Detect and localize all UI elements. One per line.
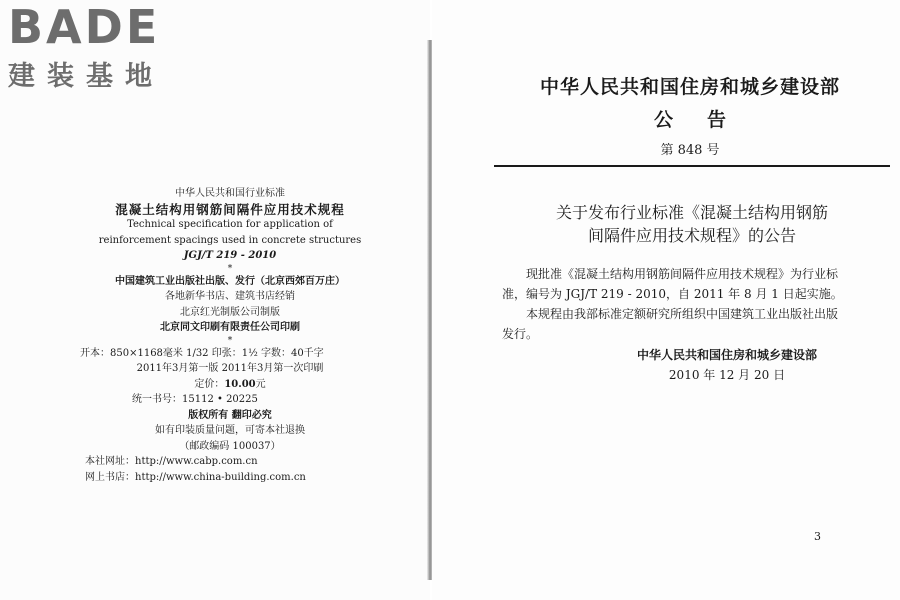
- colophon-title-en-2: reinforcement spacings used in concrete structures: [98, 234, 362, 246]
- announcement-title-line-1: 关于发布行业标准《混凝土结构用钢筋: [555, 203, 828, 222]
- colophon-title-en-1: Technical specification for application of: [127, 219, 333, 230]
- ministry-name: 中华人民共和国住房和城乡建设部: [539, 76, 840, 98]
- body-paragraph-1a: 现批准《混凝土结构用钢筋间隔件应用技术规程》为行业标: [526, 267, 839, 281]
- body-paragraph-1b: 准，编号为 JGJ/T 219 - 2010，自 2011 年 8 月 1 日起实施。: [502, 287, 843, 301]
- colophon-format: 开本：850×1168毫米 1/32 印张：1½ 字数：40千字: [80, 347, 324, 359]
- header-divider: [494, 165, 890, 167]
- colophon-publisher: 中国建筑工业出版社出版、发行（北京西郊百万庄）: [115, 275, 345, 287]
- colophon-price: [80, 377, 380, 393]
- colophon-printer: 北京同文印刷有限责任公司印刷: [160, 322, 300, 333]
- logo-wordmark: BADE: [8, 0, 161, 54]
- colophon-standard-number: JGJ/T 219 - 2010: [183, 250, 277, 261]
- colophon-edition: 2011年3月第一版 2011年3月第一次印刷: [136, 363, 324, 374]
- colophon-distributor: 各地新华书店、建筑书店经销: [165, 291, 295, 302]
- colophon-postcode: （邮政编码 100037）: [179, 440, 281, 452]
- announcement-title: [502, 201, 882, 247]
- right-page: [432, 0, 900, 600]
- announcement-header: [488, 72, 892, 132]
- body-paragraph-2a: 本规程由我部标准定额研究所组织中国建筑工业出版社出版: [526, 307, 839, 321]
- colophon-quality-note: 如有印装质量问题，可寄本社退换: [155, 425, 305, 436]
- colophon-plate-maker: 北京红光制版公司制版: [180, 306, 280, 318]
- price-label: 定价：: [194, 378, 225, 390]
- announcement-title-line-2: 间隔件应用技术规程》的公告: [587, 226, 796, 245]
- logo-subtitle: 建装基地: [8, 61, 164, 92]
- price-unit: 元: [255, 378, 266, 390]
- left-page: [0, 0, 430, 600]
- page-number: 3: [814, 530, 821, 543]
- signature-organization: 中华人民共和国住房和城乡建设部: [636, 348, 817, 362]
- signature-block: [622, 345, 832, 385]
- colophon-isbn: 统一书号：15112 • 20225: [132, 394, 258, 405]
- colophon-separator-2: *: [227, 335, 233, 346]
- announcement-heading: 公告: [653, 109, 760, 131]
- signature-date: 2010 年 12 月 20 日: [668, 368, 786, 382]
- colophon: [80, 186, 380, 485]
- bade-logo: [8, 0, 164, 93]
- announcement-body: [502, 264, 872, 344]
- price-value: 10.00: [224, 378, 256, 390]
- colophon-website: 本社网址：http://www.cabp.com.cn: [85, 456, 258, 467]
- colophon-title-cn: 混凝土结构用钢筋间隔件应用技术规程: [115, 201, 345, 217]
- colophon-bookstore: 网上书店：http://www.china-building.com.cn: [85, 471, 306, 483]
- colophon-org-line: 中华人民共和国行业标准: [175, 188, 285, 199]
- announcement-number: 第 848 号: [660, 143, 720, 158]
- body-paragraph-2b: 发行。: [502, 327, 539, 341]
- colophon-rights: 版权所有 翻印必究: [188, 409, 272, 421]
- colophon-separator-1: *: [227, 263, 233, 274]
